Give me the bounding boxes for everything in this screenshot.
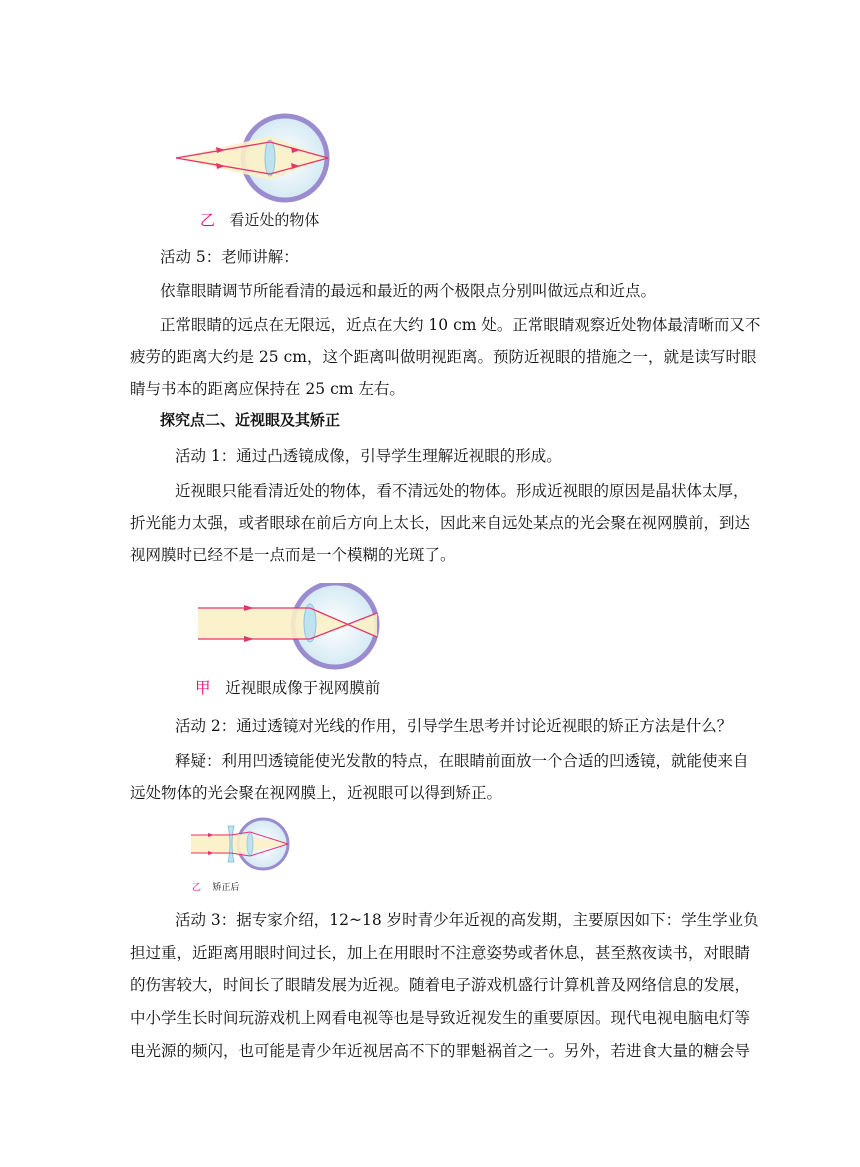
activity-3-line-4: 中小学生长时间玩游戏机上网看电视等也是导致近视发生的重要原因。现代电视电脑电灯等	[130, 1009, 751, 1027]
figure-2-text: 近视眼成像于视网膜前	[225, 679, 381, 697]
figure-3-letter: 乙	[192, 883, 202, 893]
activity-2: 活动 2：通过透镜对光线的作用，引导学生思考并讨论近视眼的矫正方法是什么？	[175, 717, 733, 735]
activity-3-line-2: 担过重，近距离用眼时间过长，加上在用眼时不注意姿势或者休息，甚至熬夜读书，对眼睛	[130, 944, 751, 962]
paragraph-explanation-line-2: 远处物体的光会聚在视网膜上，近视眼可以得到矫正。	[130, 784, 503, 802]
figure-2-caption	[195, 676, 380, 698]
activity-3-line-3: 的伤害较大，时间长了眼睛发展为近视。随着电子游戏机盛行计算机普及网络信息的发展，	[130, 976, 751, 994]
activity-3-line-1: 活动 3：据专家介绍，12~18 岁时青少年近视的高发期，主要原因如下：学生学业负	[175, 911, 759, 929]
section-heading: 探究点二、近视眼及其矫正	[160, 411, 341, 429]
figure-3-caption	[192, 880, 239, 893]
activity-1: 活动 1：通过凸透镜成像，引导学生理解近视眼的形成。	[175, 447, 562, 465]
paragraph-myopia-line-3: 视网膜时已经不是一点而是一个模糊的光斑了。	[130, 546, 456, 564]
paragraph-explanation-line-1: 释疑：利用凹透镜能使光发散的特点，在眼睛前面放一个合适的凹透镜，就能使来自	[175, 752, 749, 770]
figure-1-text: 看近处的物体	[229, 211, 320, 229]
activity-3-line-5: 电光源的频闪，也可能是青少年近视居高不下的罪魁祸首之一。另外，若进食大量的糖会导	[130, 1042, 751, 1060]
figure-2-letter: 甲	[195, 679, 211, 697]
figure-3-text: 矫正后	[212, 883, 240, 893]
paragraph-normal-eye-line-3: 睛与书本的距离应保持在 25 cm 左右。	[130, 380, 405, 398]
figure-1-caption	[200, 209, 319, 230]
paragraph-myopia-line-2: 折光能力太强，或者眼球在前后方向上太长，因此来自远处某点的光会聚在视网膜前，到达	[130, 514, 751, 532]
activity-5: 活动 5：老师讲解：	[160, 248, 299, 266]
myopia-eye-diagram	[192, 583, 387, 671]
paragraph-normal-eye-line-1: 正常眼睛的远点在无限远，近点在大约 10 cm 处。正常眼睛观察近处物体最清晰而又不	[160, 316, 761, 334]
paragraph-normal-eye-line-2: 疲劳的距离大约是 25 cm，这个距离叫做明视距离。预防近视眼的措施之一，就是读写时眼	[130, 348, 757, 366]
corrected-eye-diagram	[188, 816, 293, 876]
figure-1-letter: 乙	[200, 211, 216, 229]
paragraph-myopia-line-1: 近视眼只能看清近处的物体，看不清远处的物体。形成近视眼的原因是晶状体太厚，	[175, 482, 749, 500]
near-object-eye-diagram	[170, 112, 340, 204]
paragraph-near-far-point: 依靠眼睛调节所能看清的最远和最近的两个极限点分别叫做远点和近点。	[160, 282, 657, 300]
